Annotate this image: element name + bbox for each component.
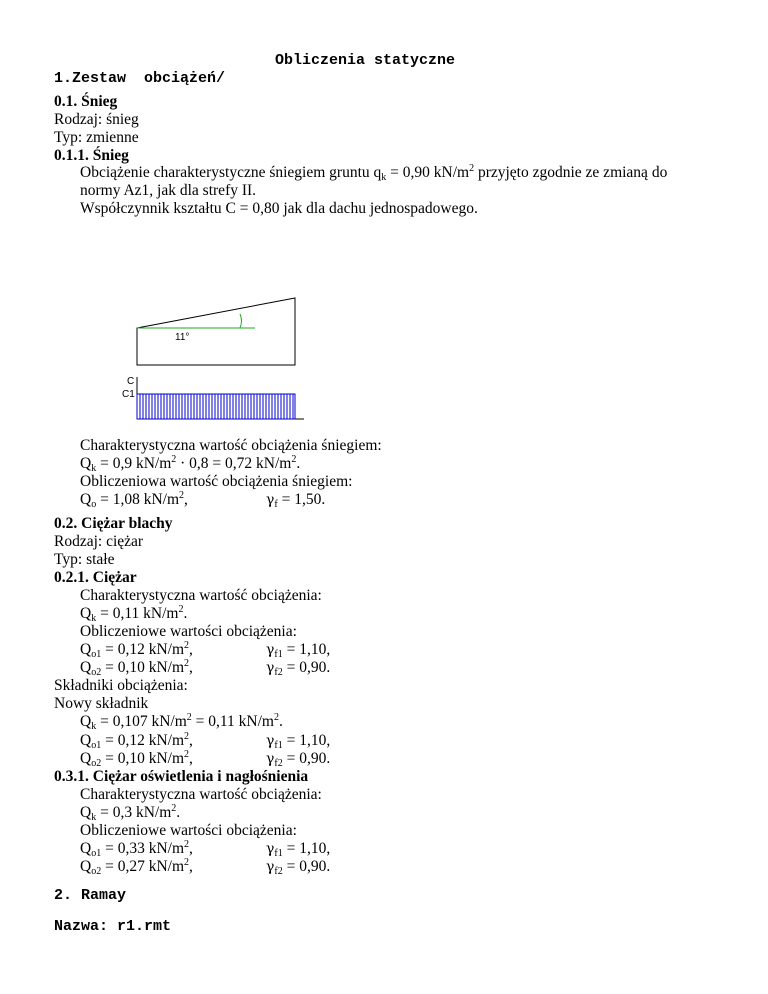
new-gf2: $\gamma_{f2} = 0,90$. (266, 750, 331, 769)
snow-paragraph-line-3: Współczynnik kształtu C = 0,80 jak dla dachu jednospadowego. (80, 200, 478, 217)
frame-name: Nazwa: r1.rmt (54, 918, 172, 935)
sheet-char-label: Charakterystyczna wartość obciążenia: (80, 587, 322, 604)
superscript: 2 (178, 604, 184, 615)
gamma-symbol: γ (266, 492, 275, 508)
sheet-type-line: Rodzaj: ciężar (54, 533, 144, 550)
section-1-heading: 1.Zestaw obciążeń/ (54, 70, 226, 87)
text: Q (80, 455, 92, 472)
new-component-label: Nowy składnik (54, 695, 149, 712)
text: = 1,10, (282, 732, 331, 749)
text: = 1,08 kN/m (96, 491, 180, 508)
components-label: Składniki obciążenia: (54, 677, 188, 694)
heading-0-2: 0.2. Ciężar blachy (54, 515, 173, 532)
subscript: f (274, 499, 278, 510)
lighting-gf1: $\gamma_{f1} = 1,10$, (266, 840, 331, 859)
heading-0-2-1: 0.2.1. Ciężar (54, 569, 137, 586)
sheet-design-label: Obliczeniowe wartości obciążenia: (80, 623, 297, 640)
subscript: o (91, 499, 97, 510)
snow-load-bars (137, 394, 295, 419)
text: = 0,90 kN/m (386, 164, 470, 181)
snow-paragraph-line-2: normy Az1, jak dla strefy II. (80, 182, 257, 199)
lighting-qo1: $Q_{o1} = 0,33$ $kN/m^2$, (80, 839, 193, 859)
text: = 0,12 kN/m (101, 732, 185, 749)
subscript: k (91, 463, 97, 474)
superscript: 2 (171, 454, 177, 465)
text: = 0,11 kN/m (191, 713, 274, 730)
superscript: 2 (291, 454, 297, 465)
heading-0-1: 0.1. Śnieg (54, 93, 118, 110)
sheet-category-line: Typ: stałe (54, 551, 115, 568)
text: , (184, 491, 188, 508)
snow-design-value (80, 491, 188, 509)
text: Q (80, 491, 92, 508)
text: = 1,10, (282, 840, 331, 857)
lighting-design-label: Obliczeniowe wartości obciążenia: (80, 822, 297, 839)
sheet-char-value: $Q_k = 0,11$ $kN/m^2$. (80, 604, 188, 624)
text: . (296, 455, 301, 472)
text: = 0,27 kN/m (101, 858, 185, 875)
sheet-qo2: $Q_{o2} = 0,10$ $kN/m^2$, (80, 658, 193, 678)
text: = 0,107 kN/m (96, 713, 187, 730)
sheet-gf1: $\gamma_{f1} = 1,10$, (266, 641, 331, 660)
sheet-gf2: $\gamma_{f2} = 0,90$. (266, 659, 331, 678)
snow-category-line: Typ: zmienne (54, 129, 139, 146)
text: = 0,90. (282, 750, 331, 767)
text: = 0,10 kN/m (101, 659, 185, 676)
snow-char-value (80, 455, 300, 473)
superscript: 2 (179, 490, 185, 501)
lighting-gf2: $\gamma_{f2} = 0,90$. (266, 858, 331, 877)
lighting-char-value: $Q_k = 0,3$ $kN/m^2$. (80, 803, 181, 823)
snow-gamma (266, 491, 325, 510)
new-qo1: $Q_{o1} = 0,12$ $kN/m^2$, (80, 731, 193, 751)
text: = 1,50. (277, 491, 326, 508)
new-gf1: $\gamma_{f1} = 1,10$, (266, 732, 331, 751)
heading-0-1-1: 0.1.1. Śnieg (54, 147, 129, 164)
text: = 0,9 kN/m (96, 455, 172, 472)
new-qo2: $Q_{o2} = 0,10$ $kN/m^2$, (80, 749, 193, 769)
angle-label: 11° (175, 332, 190, 343)
snow-char-label: Charakterystyczna wartość obciążenia śniegiem: (80, 437, 382, 454)
text: = 0,33 kN/m (101, 840, 185, 857)
angle-arc (240, 314, 242, 328)
text: · 0,8 = 0,72 kN/m (176, 455, 292, 472)
superscript: 2 (469, 163, 475, 174)
lighting-qo2: $Q_{o2} = 0,27$ $kN/m^2$, (80, 857, 193, 877)
snow-paragraph-line-1 (80, 164, 667, 182)
text: = 0,10 kN/m (101, 750, 185, 767)
text: = 0,90. (282, 659, 331, 676)
section-2-heading: 2. Ramay (54, 887, 127, 904)
snow-design-label: Obliczeniowa wartość obciążenia śniegiem: (80, 473, 353, 490)
new-qk: $Q_k = 0,107$ $kN/m^2 = 0,11$ $kN/m^2$. (80, 712, 283, 732)
text: przyjęto zgodnie ze zmianą do (474, 164, 668, 181)
text: . (183, 605, 188, 622)
snow-type-line: Rodzaj: śnieg (54, 111, 139, 128)
snow-load-diagram (118, 293, 308, 425)
text: = 0,11 kN/m (96, 605, 179, 622)
roof-outline (137, 298, 295, 365)
load-label-c: C (127, 376, 135, 387)
text: Obciążenie charakterystyczne śniegiem gruntu q (80, 164, 382, 181)
page-title: Obliczenia statyczne (275, 52, 456, 69)
subscript: k (381, 172, 387, 183)
heading-0-3-1: 0.3.1. Ciężar oświetlenia i nagłośnienia (54, 768, 309, 785)
text: = 0,3 kN/m (96, 804, 172, 821)
load-label-c1: C1 (122, 389, 135, 400)
text: = 0,90. (282, 858, 331, 875)
text: = 1,10, (282, 641, 331, 658)
sheet-qo1: $Q_{o1} = 0,12$ $kN/m^2$, (80, 640, 193, 660)
lighting-char-label: Charakterystyczna wartość obciążenia: (80, 786, 322, 803)
text: = 0,12 kN/m (101, 641, 185, 658)
